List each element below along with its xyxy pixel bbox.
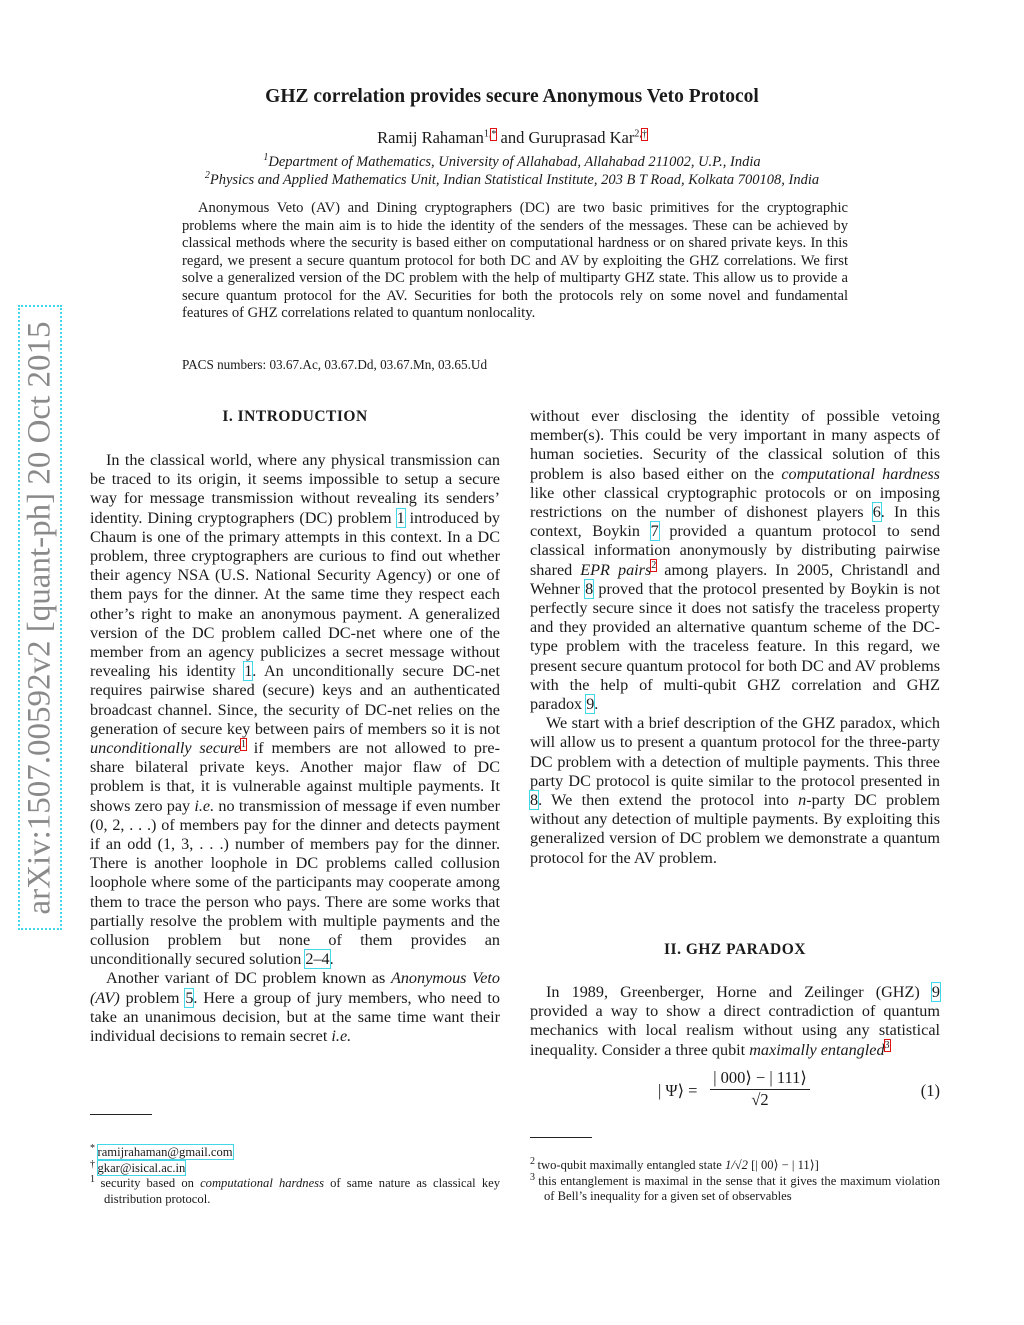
text: -party DC problem without any detection of multiple payments. By exploiting this generalized version of DC problem we demonstrate a quantum protocol for the AV problem.	[530, 791, 940, 867]
equation-fraction	[710, 1068, 810, 1110]
text: provided a way to show a direct contradiction of quantum mechanics with local realism without using any statistical inequality. Consider a three qubit	[530, 1002, 940, 1059]
text: In 1989, Greenberger, Horne and Zeilinger (GHZ)	[546, 983, 932, 1001]
footnote-mark: 2	[530, 1155, 538, 1167]
citation-link[interactable]: 1	[396, 508, 405, 527]
footnote	[530, 1171, 941, 1205]
footnotes-left	[90, 1142, 500, 1207]
footnote	[90, 1142, 500, 1161]
emphasis-text: n	[798, 791, 807, 810]
citation-link[interactable]: 6	[872, 503, 881, 522]
text: security based on	[100, 1176, 201, 1190]
citation-link[interactable]: 9	[931, 983, 940, 1001]
footnote-link[interactable]: 2	[651, 560, 657, 572]
emphasis-text: computational hardness	[200, 1176, 324, 1190]
text: proved that the protocol presented by Boykin is not perfectly secure since it does not satisfy the traceless property and they provided an alternative quantum scheme of the DC-type problem with the traceless feature. In this regard, we present secure quantum protocol for both DC and AV problems with the help of multi-qubit GHZ correlation and GHZ paradox	[530, 579, 941, 714]
text: problem	[119, 988, 186, 1007]
equation-number: (1)	[920, 1081, 940, 1100]
footnote-mark: 1	[90, 1173, 101, 1185]
text: . Here a group of jury members, who need to take an unanimous decision, but at the same time want their individual decisions to remain secret	[90, 988, 500, 1046]
equation-1	[530, 1068, 940, 1118]
text: provided a quantum protocol to send classical information anonymously by distributing pairwise shared	[530, 522, 940, 579]
denominator: √2	[751, 1090, 769, 1109]
text: . An unconditionally secure DC-net requires pairwise shared (secure) keys and an authenticated broadcast channel. Since, the security of DC-net relies on the generation of secure key between pairs of members so it is not	[90, 662, 500, 738]
text: among players. In 2005, Christandl and Wehner	[530, 560, 941, 598]
author-footnote-link[interactable]: †	[641, 128, 647, 140]
paragraph	[530, 714, 940, 868]
footnote-rule	[530, 1137, 592, 1138]
section-heading-ghz-paradox: II. GHZ PARADOX	[664, 941, 806, 958]
text: .	[594, 695, 599, 714]
emphasis-text: 1/√2	[724, 1158, 748, 1172]
emphasis-text: EPR pairs	[580, 560, 652, 579]
footnote-link[interactable]: 3	[884, 1040, 890, 1052]
numerator: | 000⟩ − | 111⟩	[710, 1068, 810, 1090]
text: [| 00⟩ − | 11⟩]	[747, 1158, 819, 1172]
emphasis-text: i.e.	[194, 796, 215, 815]
text: this entanglement is maximal in the sense that it gives the maximum violation of Bell’s inequality for a given set of observables	[538, 1173, 941, 1203]
authors-and: and	[500, 128, 525, 147]
footnote	[90, 1158, 500, 1177]
text: no transmission of message if even number (0, 2, . . .) of members pay for the dinner and detects payment if an odd (1, 3, . . .) number of members pay for the dinner. There is another loophole in DC problems called collusion loophole where some of the participants may cooperate among them to trace the person who pays. There are some works that partially resolve the problem with multiple payments and the collusion problem but none of them provides an unconditionally secured solution	[90, 796, 500, 969]
text: two-qubit maximally entangled state	[537, 1158, 725, 1172]
ghz-body	[530, 983, 940, 1060]
paragraph	[90, 451, 500, 969]
author-name: Ramij Rahaman	[377, 128, 484, 147]
text: Another variant of DC problem known as	[106, 969, 391, 988]
equation-lhs: | Ψ⟩ =	[658, 1081, 698, 1100]
pacs-numbers: PACS numbers: 03.67.Ac, 03.67.Dd, 03.67.Mn, 03.65.Ud	[182, 357, 488, 372]
citation-link[interactable]: 5	[185, 988, 194, 1007]
citation-link[interactable]: 9	[586, 695, 595, 714]
emphasis-text: i.e.	[331, 1027, 352, 1046]
emphasis-text: Anonymous Veto (AV)	[90, 969, 500, 1007]
citation-link[interactable]: 2–4	[305, 950, 330, 969]
author-list: Ramij Rahaman$^{1,*}$ and Guruprasad Kar$^{2,\dagger}$	[377, 128, 647, 147]
paper-title: GHZ correlation provides secure Anonymous Veto Protocol	[265, 86, 759, 107]
arxiv-stamp[interactable]	[18, 305, 62, 930]
author-footnote-link[interactable]: *	[491, 128, 497, 140]
email-link[interactable]: gkar@isical.ac.in	[97, 1160, 186, 1175]
author-name: Guruprasad Kar	[528, 128, 635, 147]
right-column-body	[530, 407, 940, 868]
text: like other classical cryptographic protocols or on imposing restrictions on the number of dishonest players	[530, 483, 940, 522]
citation-link[interactable]: 1	[244, 662, 253, 681]
text: In the classical world, where any physical transmission can be traced to its origin, it seems impossible to setup a secure way for message transmission without revealing its senders’ identity. Dining cryptographers (DC) problem	[90, 451, 500, 527]
arxiv-id[interactable]: arXiv:1507.00592v2 [quant-ph] 20 Oct 2015	[21, 321, 58, 914]
footnote	[530, 1155, 940, 1174]
citation-link[interactable]: 8	[585, 579, 594, 598]
paragraph	[90, 969, 500, 1046]
footnote-mark: †	[90, 1158, 98, 1170]
text: of same nature as classical key distribution protocol.	[104, 1176, 500, 1206]
paragraph	[530, 407, 940, 714]
text: We start with a brief description of the GHZ paradox, which will allow us to present a quantum protocol for the three-party DC problem with a detection of multiple payments. This three party DC protocol is quite similar to the protocol presented in	[530, 714, 940, 790]
text: introduced by Chaum is one of the primary attempts in this context. In a DC problem, three cryptographers are curious to find out whether their agency NSA (U.S. National Security Agency) or one of them pays for the dinner. At the same time they respect each other’s right to make an anonymous payment. A generalized version of the DC problem called DC-net where one of the member from an agency publicizes a secret message without revealing his identity	[90, 508, 501, 681]
text: . In this context, Boykin	[530, 503, 940, 541]
emphasis-text: unconditionally secure	[90, 739, 242, 758]
footnote-mark: 3	[530, 1171, 539, 1183]
footnote	[90, 1173, 500, 1207]
footnote-link[interactable]: 1	[241, 738, 247, 750]
emphasis-text: computational hardness	[781, 464, 940, 483]
abstract: Anonymous Veto (AV) and Dining cryptographers (DC) are two basic primitives for the cryptographic problems where the main aim is to hide the identity of the senders of the messages. These can be achieved by classical methods where the security is based either on computational hardness or on shared private keys. In this regard, we present a secure quantum protocol for both DC and AV by exploiting the GHZ correlations. We first solve a generalized version of the DC problem with the help of multiparty GHZ state. This allow us to provide a secure quantum protocol for the AV. Securities for both the protocols rely on some novel and fundamental features of GHZ correlations related to quantum nonlocality.	[182, 200, 848, 321]
citation-link[interactable]: 8	[530, 791, 539, 810]
email-link[interactable]: ramijrahaman@gmail.com	[97, 1145, 233, 1159]
paragraph	[530, 983, 940, 1060]
footnotes-right	[530, 1155, 941, 1205]
affiliation: $^1$Department of Mathematics, University of Allahabad, Allahabad 211002, U.P., India	[263, 152, 761, 170]
left-column-body	[90, 451, 500, 1046]
citation-link[interactable]: 7	[650, 522, 659, 541]
affiliation: $^2$Physics and Applied Mathematics Unit, Indian Statistical Institute, 203 B T Road, Kolkata 700108, India	[204, 170, 820, 188]
section-heading-introduction: I. INTRODUCTION	[222, 408, 368, 425]
text: if members are not allowed to pre-share bilateral private keys. Another major flaw of DC problem is that, it is vulnerable against multiple payments. It shows zero pay	[90, 739, 500, 815]
text: without ever disclosing the identity of possible vetoing member(s). This could be very important in many aspects of human societies. Security of the classical solution of this problem is also based either on the	[530, 407, 940, 483]
footnote-rule	[90, 1114, 152, 1115]
text: . We then extend the protocol into	[538, 791, 799, 810]
footnote-mark: *	[90, 1142, 98, 1154]
emphasis-text: maximally entangled	[749, 1040, 885, 1059]
text: .	[329, 950, 334, 969]
